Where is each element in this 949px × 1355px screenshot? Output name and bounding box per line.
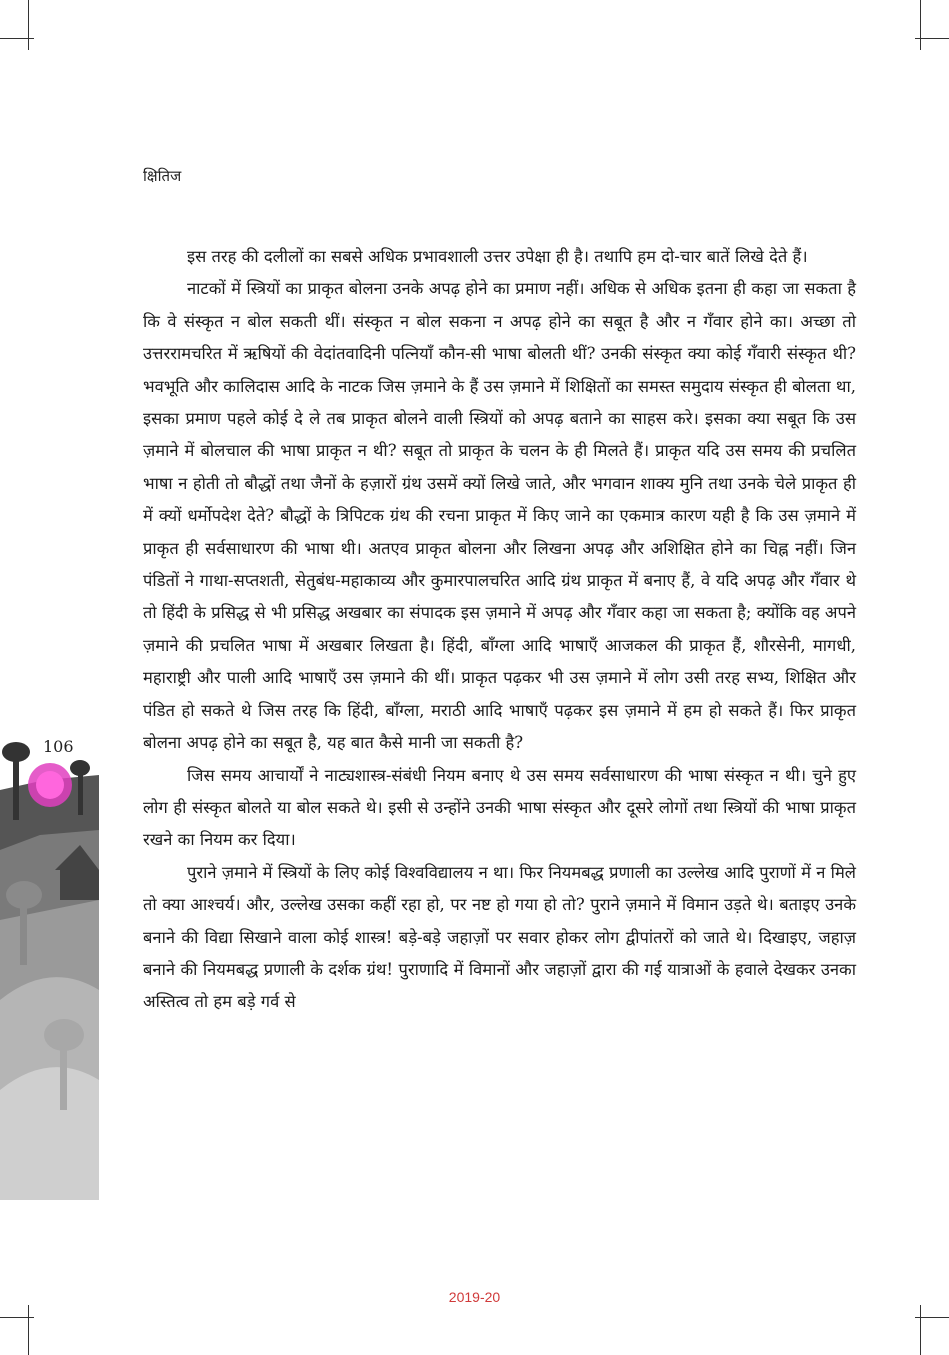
crop-mark	[28, 0, 29, 50]
page-number: 106	[43, 737, 74, 756]
paragraph: पुराने ज़माने में स्त्रियों के लिए कोई विश्वविद्यालय न था। फिर नियमबद्ध प्रणाली का उल्लेख आदि पुराणों में न मिले तो क्या आश्चर्य। और, उल्लेख उसका कहीं रहा हो, पर नष्ट हो गया हो तो? पुराने ज़माने में विमान उड़ते थे। बताइए उनके बनाने की विद्या सिखाने वाला कोई शास्त्र! बड़े-बड़े जहाज़ों पर सवार होकर लोग द्वीपांतरों को जाते थे। दिखाइए, जहाज़ बनाने की नियमबद्ध प्रणाली के दर्शक ग्रंथ! पुराणादि में विमानों और जहाज़ों द्वारा की गई यात्राओं के हवाले देखकर उनका अस्तित्व तो हम बड़े गर्व से	[143, 862, 856, 1012]
crop-mark	[28, 1305, 29, 1355]
body-text	[143, 241, 856, 1019]
paragraph: जिस समय आचार्यों ने नाट्यशास्त्र-संबंधी नियम बनाए थे उस समय सर्वसाधारण की भाषा संस्कृत न थी। चुने हुए लोग ही संस्कृत बोलते या बोल सकते थे। इसी से उन्होंने उनकी भाषा संस्कृत और दूसरे लोगों तथा स्त्रियों की भाषा प्राकृत रखने का नियम कर दिया।	[143, 765, 856, 850]
paragraph: नाटकों में स्त्रियों का प्राकृत बोलना उनके अपढ़ होने का प्रमाण नहीं। अधिक से अधिक इतना ही कहा जा सकता है कि वे संस्कृत न बोल सकती थीं। संस्कृत न बोल सकना न अपढ़ होने का सबूत है और न गँवार होने का। अच्छा तो उत्तररामचरित में ऋषियों की वेदांतवादिनी पत्नियाँ कौन-सी भाषा बोलती थीं? उनकी संस्कृत क्या कोई गँवारी संस्कृत थी? भवभूति और कालिदास आदि के नाटक जिस ज़माने के हैं उस ज़माने में शिक्षितों का समस्त समुदाय संस्कृत ही बोलता था, इसका प्रमाण पहले कोई दे ले तब प्राकृत बोलने वाली स्त्रियों को अपढ़ बताने का साहस करे। इसका क्या सबूत कि उस ज़माने में बोलचाल की भाषा प्राकृत न थी? सबूत तो प्राकृत के चलन के ही मिलते हैं। प्राकृत यदि उस समय की प्रचलित भाषा न होती तो बौद्धों तथा जैनों के हज़ारों ग्रंथ उसमें क्यों लिखे जाते, और भगवान शाक्य मुनि तथा उनके चेले प्राकृत ही में क्यों धर्मोपदेश देते? बौद्धों के त्रिपिटक ग्रंथ की रचना प्राकृत में किए जाने का एकमात्र कारण यही है कि उस ज़माने में प्राकृत ही सर्वसाधारण की भाषा थी। अतएव प्राकृत बोलना और लिखना अपढ़ और अशिक्षित होने का चिह्न नहीं। जिन पंडितों ने गाथा-सप्तशती, सेतुबंध-महाकाव्य और कुमारपालचरित आदि ग्रंथ प्राकृत में बनाए हैं, वे यदि अपढ़ और गँवार थे तो हिंदी के प्रसिद्ध से भी प्रसिद्ध अखबार का संपादक इस ज़माने में अपढ़ और गँवार कहा जा सकता है; क्योंकि वह अपने ज़माने की प्रचलित भाषा में अखबार लिखता है। हिंदी, बाँग्ला आदि भाषाएँ आजकल की प्राकृत हैं, शौरसेनी, मागधी, महाराष्ट्री और पाली आदि भाषाएँ उस ज़माने की थीं। प्राकृत पढ़कर भी उस ज़माने में लोग उसी तरह सभ्य, शिक्षित और पंडित हो सकते थे जिस तरह कि हिंदी, बाँग्ला, मराठी आदि भाषाएँ पढ़कर इस ज़माने में हम हो सकते हैं। फिर प्राकृत बोलना अपढ़ होने का सबूत है, यह बात कैसे मानी जा सकती है?	[143, 279, 856, 753]
running-header: क्षितिज	[143, 167, 182, 185]
crop-mark	[920, 1305, 921, 1355]
margin-illustration	[0, 730, 99, 1200]
crop-mark	[920, 0, 921, 50]
footer-year: 2019-20	[448, 1289, 501, 1305]
paragraph: इस तरह की दलीलों का सबसे अधिक प्रभावशाली उत्तर उपेक्षा ही है। तथापि हम दो-चार बातें लिखे देते हैं।	[187, 247, 808, 266]
